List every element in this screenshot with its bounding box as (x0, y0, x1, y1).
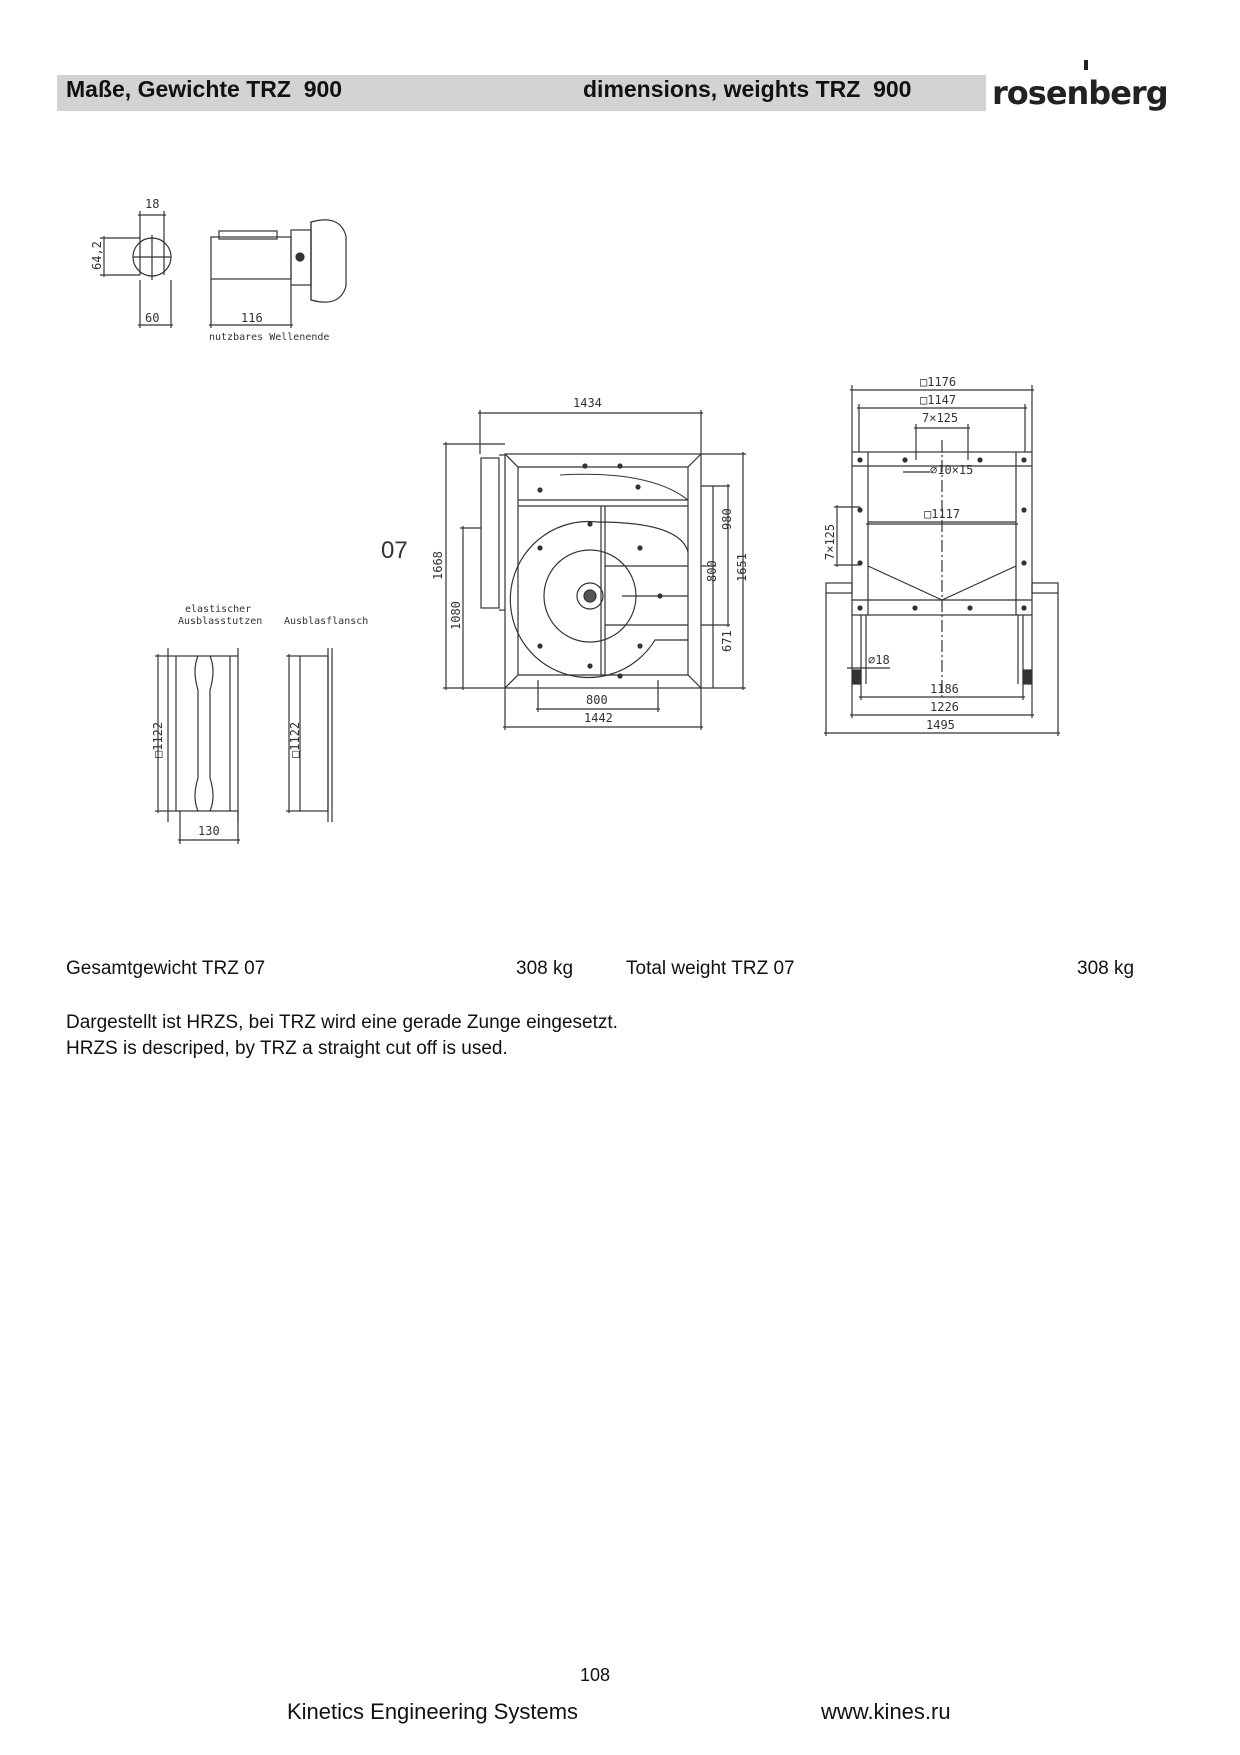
side-dim-18: ⌀18 (868, 653, 890, 667)
shaft-dim-18: 18 (145, 197, 160, 211)
note-de: Dargestellt ist HRZS, bei TRZ wird eine gerade Zunge eingesetzt. (66, 1012, 618, 1033)
front-dim-800-horizontal: 800 (586, 693, 608, 707)
flex-dim-1122: □1122 (151, 721, 165, 758)
header-title-en: dimensions, weights TRZ 900 (583, 76, 912, 102)
footer-company: Kinetics Engineering Systems (287, 1699, 579, 1724)
side-dim-7x125-left: 7×125 (823, 523, 837, 560)
shaft-dim-116: 116 (241, 311, 263, 325)
size-label: 07 (381, 537, 408, 564)
flex-label-line2: Ausblasstutzen (178, 616, 263, 627)
flex-label-line1: elastischer (185, 604, 252, 615)
shaft-caption: nutzbares Wellenende (209, 332, 330, 343)
front-dim-980: 980 (720, 508, 734, 530)
front-dim-1080: 1080 (449, 601, 463, 630)
side-dim-1186: 1186 (930, 682, 959, 696)
front-dim-1668: 1668 (431, 551, 445, 580)
front-dim-1434: 1434 (573, 396, 602, 410)
side-dim-7x125-top: 7×125 (922, 411, 959, 425)
front-dim-800-vertical: 800 (705, 560, 719, 582)
side-dim-1226: 1226 (930, 700, 959, 714)
side-dim-1495: 1495 (926, 718, 955, 732)
front-view (443, 410, 746, 730)
header-title-de: Maße, Gewichte TRZ 900 (66, 76, 343, 102)
footer-website[interactable]: www.kines.ru (821, 1699, 951, 1724)
flange-dim-1122: □1122 (288, 721, 302, 758)
front-dim-671: 671 (720, 630, 734, 652)
logo-wordmark: rosenberg (992, 74, 1168, 112)
shaft-dim-60: 60 (145, 311, 160, 325)
weight-label-de: Gesamtgewicht TRZ 07 (66, 958, 266, 979)
note-en: HRZS is descriped, by TRZ a straight cut off is used. (66, 1038, 508, 1059)
side-dim-1117: □1117 (924, 507, 961, 521)
shaft-end-detail (100, 211, 346, 328)
side-dim-10x15: ⌀10×15 (930, 463, 974, 477)
weight-value-en: 308 kg (1077, 958, 1135, 979)
flange-label: Ausblasflansch (284, 616, 369, 627)
weight-value-de: 308 kg (516, 958, 574, 979)
shaft-dim-64-2: 64,2 (90, 241, 104, 270)
flexible-connection-drawing (155, 648, 240, 844)
front-dim-1651: 1651 (735, 553, 749, 582)
weight-label-en: Total weight TRZ 07 (626, 958, 795, 979)
front-dim-1442: 1442 (584, 711, 613, 725)
side-dim-1176: □1176 (920, 375, 957, 389)
side-dim-1147: □1147 (920, 393, 957, 407)
flex-dim-130: 130 (198, 824, 220, 838)
page-number: 108 (580, 1665, 611, 1685)
